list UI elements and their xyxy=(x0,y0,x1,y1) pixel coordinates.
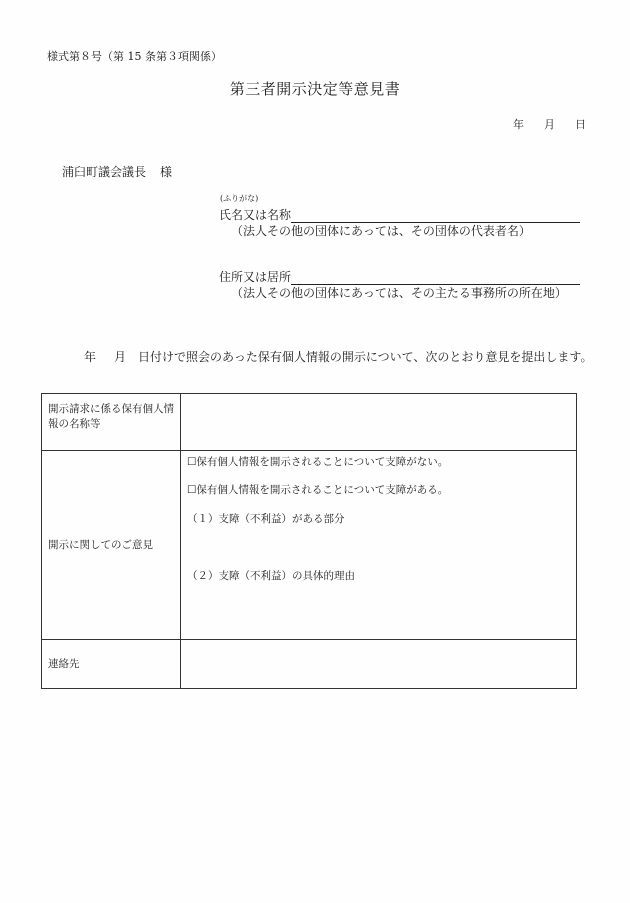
addressee-name: 浦臼町議会議長 xyxy=(62,165,147,179)
request-info-value[interactable] xyxy=(181,394,577,451)
furigana-label: (ふりがな) xyxy=(220,194,259,203)
address-label: 住所又は居所 xyxy=(219,270,292,284)
issue-part-heading: （１）支障（不利益）がある部分 xyxy=(187,513,345,525)
request-info-label: 開示請求に係る保有個人情報の名称等 xyxy=(42,394,181,451)
opinion-table xyxy=(41,393,577,689)
statement-year: 年 xyxy=(84,350,97,364)
contact-value[interactable] xyxy=(181,640,577,689)
contact-label: 連絡先 xyxy=(42,640,181,689)
issue-reason-heading: （２）支障（不利益）の具体的理由 xyxy=(187,570,355,582)
address-note: （法人その他の団体にあっては、その主たる事務所の所在地） xyxy=(231,286,567,300)
date-month-label: 月 xyxy=(544,118,555,131)
statement-month: 月 xyxy=(114,350,127,364)
form-number: 様式第８号（第 15 条第３項関係） xyxy=(47,50,222,63)
document-title: 第三者開示決定等意見書 xyxy=(229,80,401,98)
name-field xyxy=(219,206,580,223)
opinion-cell xyxy=(181,451,577,640)
addressee xyxy=(62,163,172,180)
table-row xyxy=(42,394,577,451)
option-no-issue[interactable]: ☐保有個人情報を開示されることについて支障がない。 xyxy=(187,456,449,468)
date-day-label: 日 xyxy=(575,118,586,131)
date-year-label: 年 xyxy=(513,118,524,131)
addressee-honorific: 様 xyxy=(160,165,173,179)
option-issue[interactable]: ☐保有個人情報を開示されることについて支障がある。 xyxy=(187,484,449,496)
name-note: （法人その他の団体にあっては、その団体の代表者名） xyxy=(231,224,531,238)
table-row xyxy=(42,451,577,640)
opinion-label: 開示に関してのご意見 xyxy=(42,451,181,640)
date-line xyxy=(513,116,586,132)
address-input-line[interactable] xyxy=(291,271,580,285)
statement-line xyxy=(84,348,592,365)
address-field xyxy=(219,268,580,285)
name-input-line[interactable] xyxy=(291,209,580,223)
name-label: 氏名又は名称 xyxy=(219,208,292,222)
statement-text: 日付けで照会のあった保有個人情報の開示について、次のとおり意見を提出します。 xyxy=(138,350,593,364)
table-row xyxy=(42,640,577,689)
